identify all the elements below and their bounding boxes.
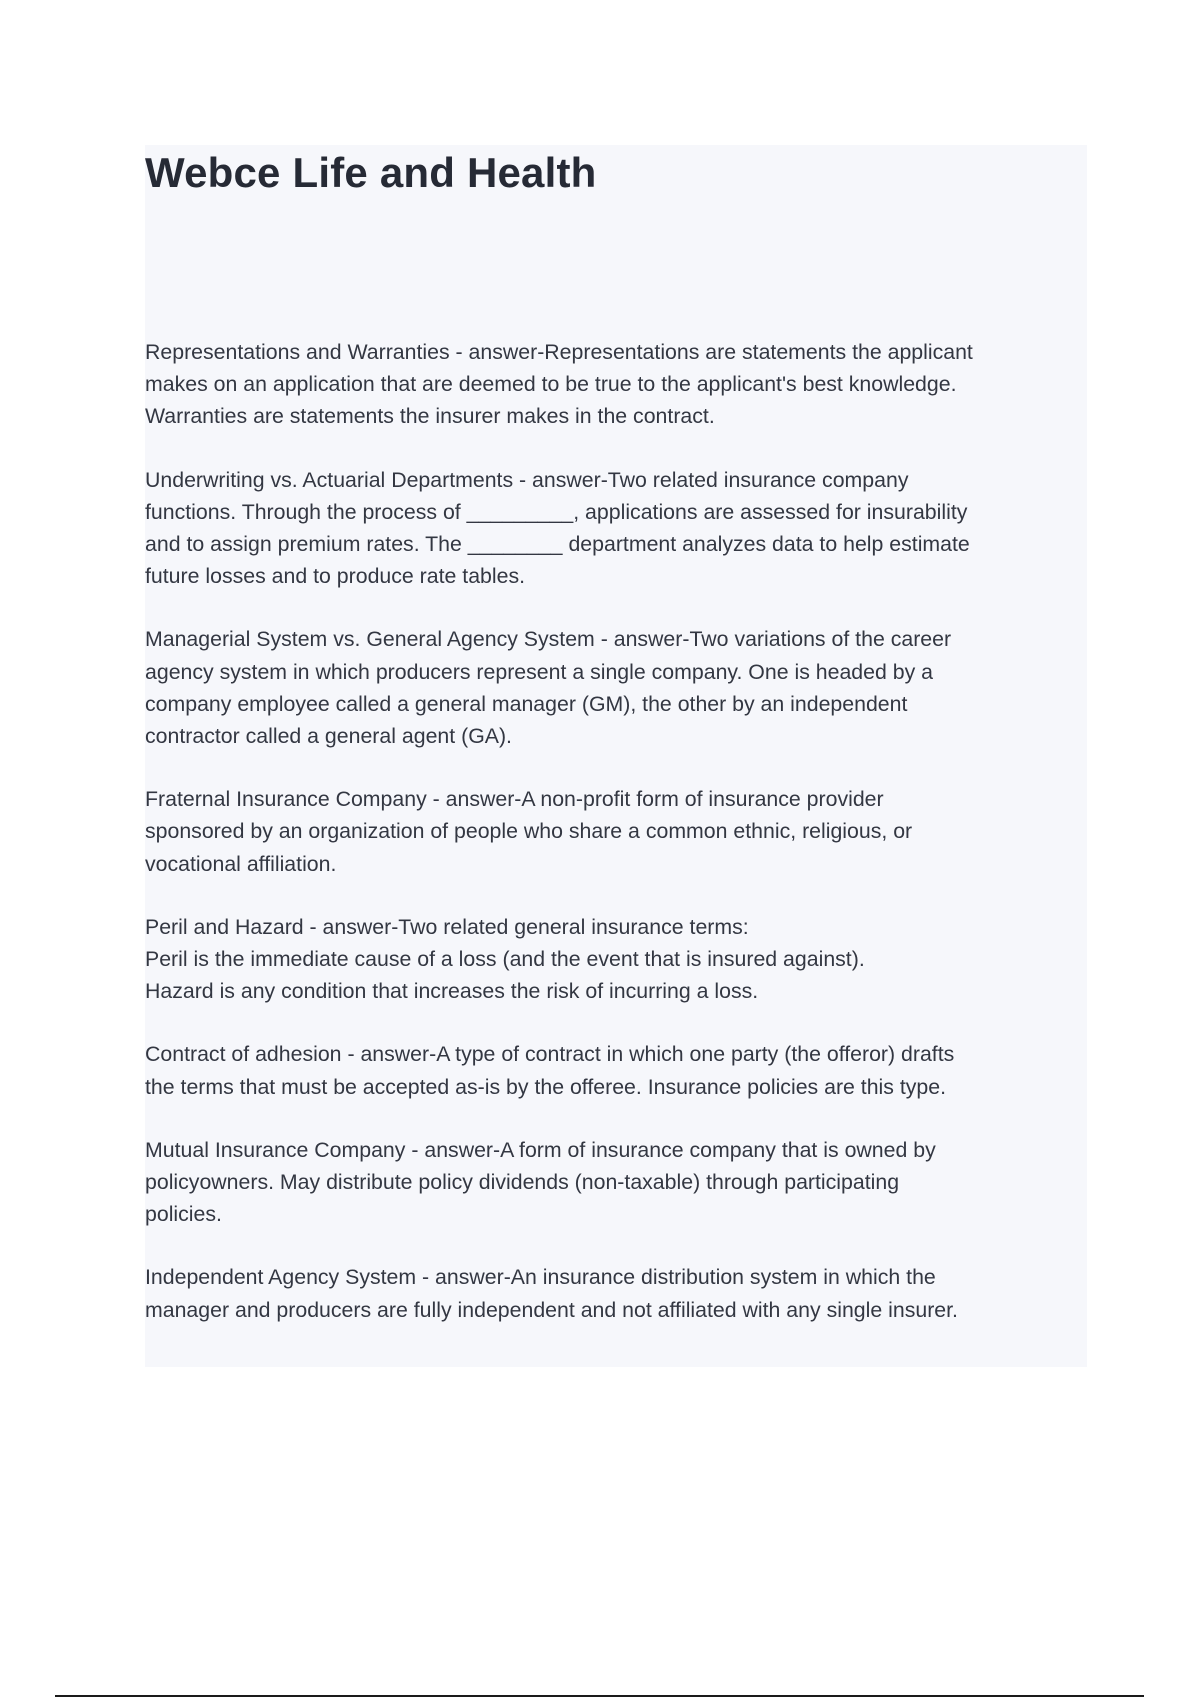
flashcard-entry-fraternal-insurance: Fraternal Insurance Company - answer-A non-profit form of insurance provider sponsored by an organization of people who share a common ethnic, religious, or vocational affiliation. [145, 787, 913, 876]
flashcard-entry-contract-of-adhesion: Contract of adhesion - answer-A type of contract in which one party (the offeror) drafts the terms that must be accepted as-is by the offeree. Insurance policies are this type. [145, 1042, 955, 1099]
flashcard-entry-independent-agency: Independent Agency System - answer-An insurance distribution system in which the manager and producers are fully independent and not affiliated with any single insurer. [145, 1265, 958, 1322]
flashcard-entry-peril-hazard: Peril and Hazard - answer-Two related general insurance terms: Peril is the immediate cause of a loss (and the event that is insured against). Hazard is any condition that increases the risk of incurring a loss. [145, 914, 865, 1004]
document-card [145, 145, 1087, 1367]
flashcard-entry-underwriting-actuarial: Underwriting vs. Actuarial Departments - answer-Two related insurance company functions. Through the process of _________, applications are assessed for insurability and to assign premium rates. The ________ department analyzes data to help estimate future losses and to produce rate tables. [145, 467, 970, 589]
flashcard-entry-representations-warranties: Representations and Warranties - answer-Representations are statements the applicant makes on an application that are deemed to be true to the applicant's best knowledge. Warranties are statements the insurer makes in the contract. [145, 340, 973, 429]
document-title: Webce Life and Health [145, 149, 597, 196]
flashcard-entry-mutual-insurance: Mutual Insurance Company - answer-A form of insurance company that is owned by policyowners. May distribute policy dividends (non-taxable) through participating policies. [145, 1137, 936, 1227]
footer-divider [55, 1695, 1144, 1697]
flashcard-entry-managerial-general-agency: Managerial System vs. General Agency System - answer-Two variations of the career agency system in which producers represent a single company. One is headed by a company employee called a general manager (GM), the other by an independent contractor called a general agent (GA). [145, 627, 952, 749]
flashcard-list [145, 336, 1087, 1357]
